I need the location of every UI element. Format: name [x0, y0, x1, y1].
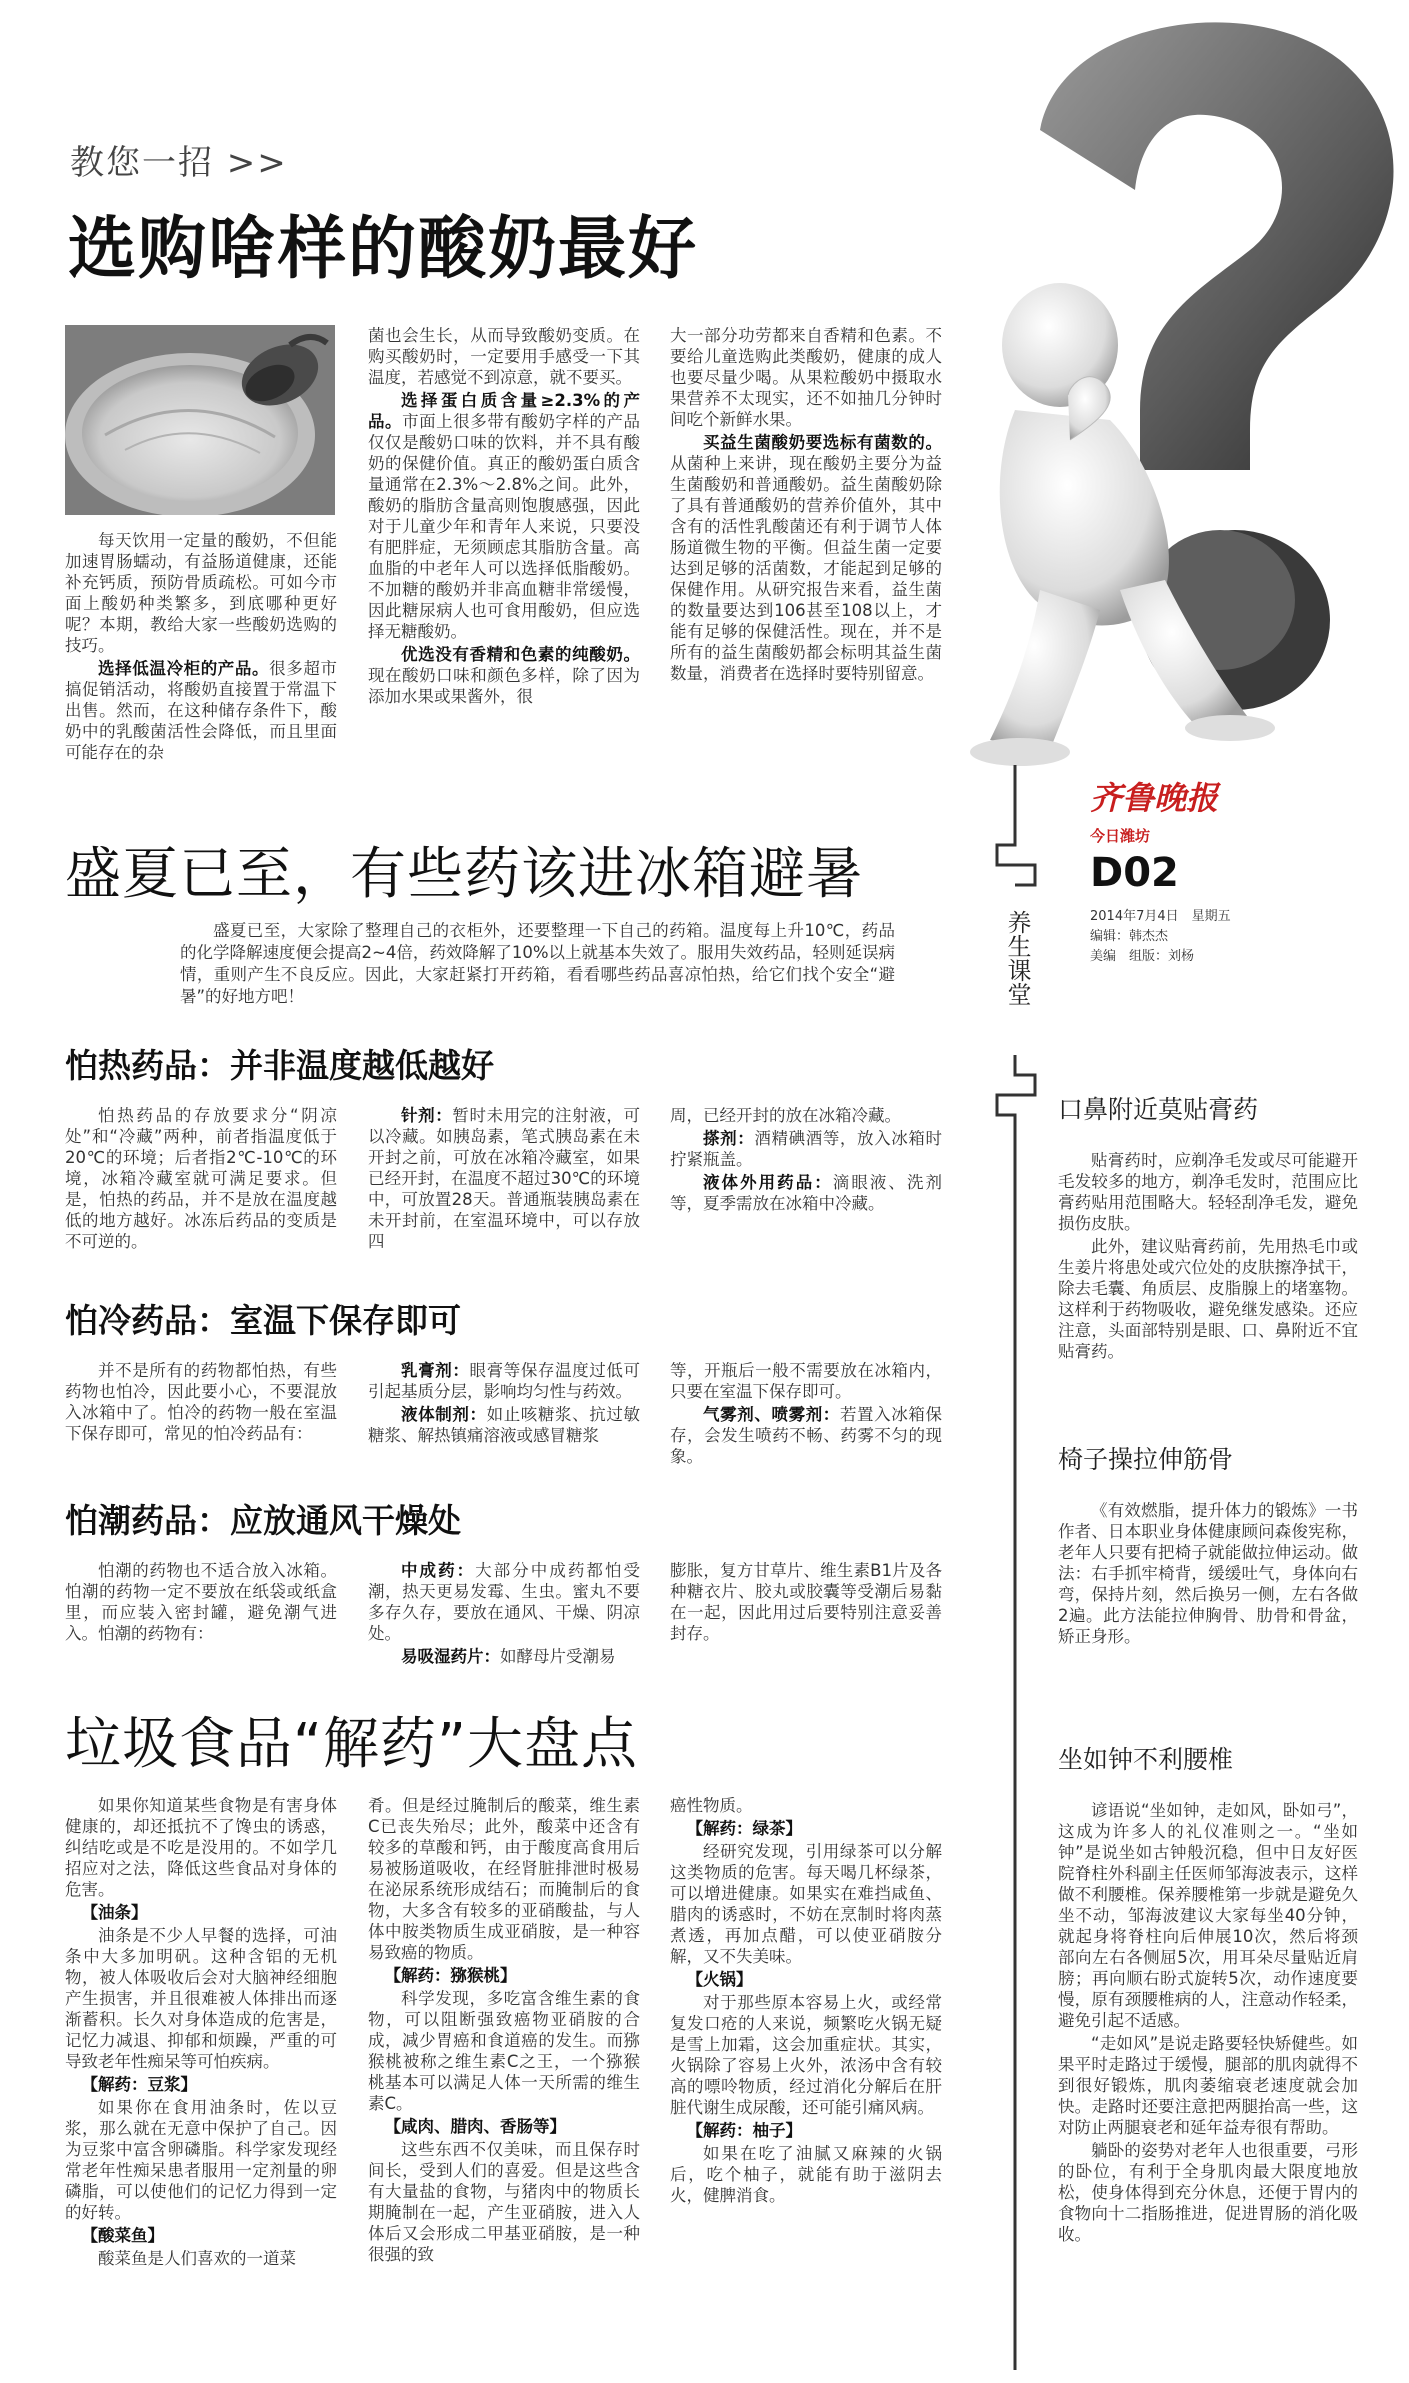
- article2-section3-heading: 怕潮药品：应放通风干燥处: [65, 1501, 461, 1540]
- paragraph: [368, 644, 640, 707]
- article2-lede: 盛夏已至，大家除了整理自己的衣柜外，还要整理一下自己的药箱。温度每上升10℃，药品的化学降解速度便会提高2~4倍，药效降解了10%以上就基本失效了。服用失效药品，轻则延误病情，重则产生不良反应。因此，大家赶紧打开药箱，看看哪些药品喜凉怕热，给它们找个安全“避暑”的好地方吧！: [180, 921, 895, 1006]
- paragraph-lead: 【解药：绿茶】: [686, 1819, 802, 1838]
- paragraph: [368, 325, 640, 388]
- paper-name-logo: 齐鲁晚报: [1090, 779, 1219, 817]
- paragraph: [670, 1841, 942, 1967]
- sidebar-paragraph: 谚语说“坐如钟，走如风，卧如弓”，这成为许多人的礼仪准则之一。“坐如钟”是说坐如古钟般沉稳，但中日友好医院脊柱外科副主任医师邹海波表示，这样做不利腰椎。保养腰椎第一步就是避免久坐不动，邹海波建议大家每坐40分钟，就起身将脊柱向后伸展10次，然后将颈部向左右各侧屈5次，用耳朵尽量贴近肩膀；再向顺右盼式旋转5次，动作速度要慢，原有颈腰椎病的人，注意动作轻柔，避免引起不适感。: [1058, 1801, 1358, 2030]
- paragraph: [65, 1560, 337, 1644]
- paragraph-text: 大部分中成药都怕受潮，热天更易发霉、生虫。蜜丸不要多存久存，要放在通风、干燥、阴凉处。: [368, 1561, 641, 1643]
- paragraph: [368, 1795, 640, 1963]
- paragraph-lead: 【解药：豆浆】: [81, 2075, 197, 2094]
- paragraph: [670, 1992, 942, 2118]
- paragraph-lead: 易吸湿药片：: [401, 1647, 500, 1666]
- paragraph: [368, 1105, 640, 1252]
- sidebar-paragraph: 贴膏药时，应剃净毛发或尽可能避开毛发较多的地方，剃净毛发时，范围应比膏药贴用范围略大。轻轻刮净毛发，避免损伤皮肤。: [1058, 1151, 1358, 1233]
- article2-title: 盛夏已至，有些药该进冰箱避暑: [65, 842, 863, 907]
- paragraph: [670, 1360, 942, 1402]
- article3-col3: [670, 1795, 942, 2208]
- paragraph-text: 对于那些原本容易上火，或经常复发口疮的人来说，频繁吃火锅无疑是雪上加霜，这会加重症状。其实，火锅除了容易上火外，浓汤中含有较高的嘌呤物质，经过消化分解后在肝脏代谢生成尿酸，还可能引痛风病。: [670, 1993, 942, 2117]
- paragraph-lead: 【酸菜鱼】: [81, 2226, 164, 2245]
- sidebar-paragraph: 《有效燃脂，提升体力的锻炼》一书作者、日本职业身体健康顾问森俊宪称，老年人只要有把椅子就能做拉伸运动。做法：右手抓牢椅背，缓缓吐气，身体向右弯，保持片刻，然后换另一侧，左右各做2遍。此方法能拉伸胸骨、肋骨和骨盆，矫正身形。: [1058, 1501, 1358, 1646]
- sidebar3-title: 坐如钟不利腰椎: [1058, 1745, 1234, 1774]
- paragraph: [670, 1795, 942, 1816]
- paragraph-text: 很多超市搞促销活动，将酸奶直接置于常温下出售。然而，在这种储存条件下，酸奶中的乳酸菌活性会降低，而且里面可能存在的杂: [65, 659, 338, 762]
- paragraph-text: 等，开瓶后一般不需要放在冰箱内，只要在室温下保存即可。: [670, 1361, 942, 1401]
- issue-date: 2014年7月4日 星期五: [1090, 909, 1231, 924]
- paragraph-lead: 选择低温冷柜的产品。: [98, 659, 270, 678]
- article3-col1: [65, 1795, 337, 2271]
- yogurt-photo: [65, 325, 335, 515]
- article2-s2-col2: [368, 1360, 640, 1448]
- paragraph-text: 若置入冰箱保存，会发生喷药不畅、药雾不匀的现象。: [670, 1405, 943, 1466]
- sidebar-paragraph: 躺卧的姿势对老年人也很重要，弓形的卧位，有利于全身肌肉最大限度地放松，使身体得到充分休息，还便于胃内的食物向十二指肠推进，促进胃肠的消化吸收。: [1058, 2141, 1358, 2244]
- article2-s1-col3: [670, 1105, 942, 1216]
- paragraph-text: 从菌种上来讲，现在酸奶主要分为益生菌酸奶和普通酸奶。益生菌酸奶除了具有普通酸奶的营养价值外，其中含有的活性乳酸菌还有利于调节人体肠道微生物的平衡。但益生菌一定要达到足够的活菌数，才能起到足够的保健作用。从研究报告来看，益生菌的数量要达到106甚至108以上，才能有足够的保健活性。现在，并不是所有的益生菌酸奶都会标明其益生菌数量，消费者在选择时要特别留意。: [670, 454, 942, 683]
- paragraph-lead: 搽剂：: [703, 1129, 755, 1148]
- article3-col2: [368, 1795, 640, 2267]
- paragraph-text: 市面上很多带有酸奶字样的产品仅仅是酸奶口味的饮料，并不具有酸奶的保健价值。真正的酸奶蛋白质含量通常在2.3%～2.8%之间。此外，酸奶的脂肪含量高则饱腹感强，因此对于儿童少年和青年人来说，只要没有肥胖症，无须顾虑其脂肪含量。高血脂的中老年人可以选择低脂酸奶。不加糖的酸奶并非高血糖非常缓慢，因此糖尿病人也可食用酸奶，但应选择无糖酸奶。: [368, 412, 641, 641]
- paragraph: [368, 1646, 640, 1667]
- sidebar3-body: [1058, 1800, 1358, 2247]
- paragraph: [65, 2248, 337, 2269]
- paragraph: [65, 1902, 337, 1923]
- article1-col3: [670, 325, 942, 686]
- article1-kicker: 教您一招 >>: [70, 143, 288, 183]
- paragraph: [368, 1560, 640, 1644]
- sidebar-paragraph: 此外，建议贴膏药前，先用热毛巾或生姜片将患处或穴位处的皮肤擦净拭干，除去毛囊、角质层、皮脂腺上的堵塞物。这样利于药物吸收，避免继发感染。还应注意，头面部特别是眼、口、鼻附近不宜贴膏药。: [1058, 1237, 1358, 1361]
- paragraph-text: 周，已经开封的放在冰箱冷藏。: [670, 1106, 901, 1125]
- paragraph: [670, 432, 942, 684]
- paragraph-text: 科学发现，多吃富含维生素的食物，可以阻断强致癌物亚硝胺的合成，减少胃癌和食道癌的发生。而猕猴桃被称之维生素C之王，一个猕猴桃基本可以满足人体一天所需的维生素C。: [368, 1989, 640, 2113]
- paragraph-text: 眼膏等保存温度过低可引起基质分层，影响均匀性与药效。: [368, 1361, 641, 1401]
- paragraph-text: 如果你在食用油条时，佐以豆浆，那么就在无意中保护了自己。因为豆浆中富含卵磷脂。科学家发现经常老年性痴呆患者服用一定剂量的卵磷脂，可以使他们的记忆力得到一定的好转。: [65, 2098, 337, 2222]
- paragraph: [368, 1360, 640, 1402]
- paragraph-lead: 乳膏剂：: [401, 1361, 470, 1380]
- paragraph-text: 酒精碘酒等，放入冰箱时拧紧瓶盖。: [670, 1129, 943, 1169]
- article2-s2-col3: [670, 1360, 942, 1469]
- paragraph: [368, 2139, 640, 2265]
- paragraph-text: 大一部分功劳都来自香精和色素。不要给儿童选购此类酸奶，健康的成人也要尽量少喝。从果粒酸奶中摄取水果营养不太现实，还不如抽几分钟时间吃个新鲜水果。: [670, 326, 942, 429]
- design-credit: 美编 组版：刘杨: [1090, 949, 1195, 964]
- article1-col2: [368, 325, 640, 709]
- paragraph-text: 经研究发现，引用绿茶可以分解这类物质的危害。每天喝几杯绿茶，可以增进健康。如果实在难挡咸鱼、腊肉的诱惑时，不妨在烹制时将肉蒸煮透，再加点醋，可以使亚硝胺分解，又不失美味。: [670, 1842, 942, 1966]
- paragraph: [65, 1925, 337, 2072]
- paragraph: [670, 1105, 942, 1126]
- sidebar1-body: [1058, 1150, 1358, 1364]
- paragraph-text: 怕潮的药物也不适合放入冰箱。怕潮的药物一定不要放在纸袋或纸盒里，而应装入密封罐，避免潮气进入。怕潮的药物有：: [65, 1561, 337, 1643]
- article3-title: 垃圾食品“解药”大盘点: [65, 1712, 639, 1777]
- paragraph-text: 膨胀，复方甘草片、维生素B1片及各种糖衣片、胶丸或胶囊等受潮后易黏在一起，因此用过后要特别注意妥善封存。: [670, 1561, 942, 1643]
- paragraph: [670, 1560, 942, 1644]
- paragraph-text: 癌性物质。: [670, 1796, 753, 1815]
- paragraph: [368, 390, 640, 642]
- thinking-figure-icon: [950, 0, 1409, 770]
- paragraph: [368, 1988, 640, 2114]
- paragraph-lead: 液体外用药品：: [703, 1173, 833, 1192]
- paragraph: [670, 2120, 942, 2141]
- paragraph: [65, 2225, 337, 2246]
- paragraph: [368, 1965, 640, 1986]
- paragraph-text: 酸菜鱼是人们喜欢的一道菜: [98, 2249, 296, 2268]
- article1-col1: [65, 530, 337, 765]
- column-label: 养生课堂: [1003, 910, 1031, 1006]
- article1-title: 选购啥样的酸奶最好: [68, 210, 699, 289]
- paragraph-text: 每天饮用一定量的酸奶，不但能加速胃肠蠕动，有益肠道健康，还能补充钙质，预防骨质疏松。可如今市面上酸奶种类繁多，到底哪种更好呢？本期，教给大家一些酸奶选购的技巧。: [65, 531, 337, 655]
- paragraph: [670, 325, 942, 430]
- paragraph: [670, 1818, 942, 1839]
- paragraph-lead: 【解药：猕猴桃】: [384, 1966, 517, 1985]
- paragraph: [65, 1360, 337, 1444]
- paragraph: [670, 1172, 942, 1214]
- editor-credit: 编辑：韩杰杰: [1090, 929, 1169, 944]
- paragraph: [65, 1105, 337, 1252]
- paragraph-text: 暂时未用完的注射液，可以冷藏。如胰岛素，笔式胰岛素在未开封之前，可放在冰箱冷藏室，如果已经开封，在温度不超过30℃的环境中，可放置28天。普通瓶装胰岛素在未开封前，在室温环境中，可以存放四: [368, 1106, 641, 1251]
- article2-s1-col1: [65, 1105, 337, 1254]
- paragraph-lead: 液体制剂：: [401, 1405, 487, 1424]
- question-mark-figure: [950, 0, 1409, 770]
- paragraph: [65, 658, 337, 763]
- paragraph: [670, 1128, 942, 1170]
- yogurt-bowl-icon: [65, 325, 335, 515]
- paragraph-lead: 【解药：柚子】: [686, 2121, 802, 2140]
- paragraph: [65, 2074, 337, 2095]
- masthead: [985, 765, 1409, 965]
- sidebar2-body: [1058, 1500, 1358, 1649]
- article2-s3-col1: [65, 1560, 337, 1646]
- paragraph-lead: 【火锅】: [686, 1970, 753, 1989]
- paragraph-text: 如酵母片受潮易: [500, 1647, 616, 1666]
- paragraph-text: 现在酸奶口味和颜色多样，除了因为添加水果或果酱外，很: [368, 666, 640, 706]
- paragraph: [670, 1969, 942, 1990]
- article2-section2-heading: 怕冷药品：室温下保存即可: [65, 1301, 461, 1340]
- sidebar1-title: 口鼻附近莫贴膏药: [1058, 1095, 1259, 1124]
- paragraph: [65, 530, 337, 656]
- paragraph-lead: 优选没有香精和色素的纯酸奶。: [401, 645, 640, 664]
- paragraph-text: 这些东西不仅美味，而且保存时间长，受到人们的喜爱。但是这些含有大量盐的食物，与猪肉中的物质长期腌制在一起，产生亚硝胺，进入人体后又会形成二甲基亚硝胺，是一种很强的致: [368, 2140, 640, 2264]
- paragraph-lead: 买益生菌酸奶要选标有菌数的。: [703, 433, 942, 452]
- paragraph-lead: 针剂：: [401, 1106, 453, 1125]
- article2-s3-col3: [670, 1560, 942, 1646]
- paragraph: [670, 2143, 942, 2206]
- sidebar-paragraph: “走如风”是说走路要轻快矫健些。如果平时走路过于缓慢，腿部的肌肉就得不到很好锻炼，肌肉萎缩衰老速度就会加快。走路时还要注意把两腿抬高一些，这对防止两腿衰老和延年益寿很有帮助。: [1058, 2034, 1358, 2137]
- paragraph-text: 怕热药品的存放要求分“阴凉处”和“冷藏”两种，前者指温度低于20℃的环境；后者指2℃-10℃的环境，冰箱冷藏室就可满足要求。但是，怕热的药品，并不是放在温度越低的地方越好。冰冻后药品的变质是不可逆的。: [65, 1106, 337, 1251]
- article2-s3-col2: [368, 1560, 640, 1669]
- paragraph-text: 菌也会生长，从而导致酸奶变质。在购买酸奶时，一定要用手感受一下其温度，若感觉不到凉意，就不要买。: [368, 326, 640, 387]
- paragraph: [65, 2097, 337, 2223]
- paragraph: [368, 1404, 640, 1446]
- paragraph-lead: 选择蛋白质含量≥2.3%的产品。: [368, 391, 640, 431]
- paragraph-lead: 【油条】: [81, 1903, 148, 1922]
- paragraph-text: 如果在吃了油腻又麻辣的火锅后，吃个柚子，就能有助于滋阴去火，健脾消食。: [670, 2144, 942, 2205]
- paragraph-text: 并不是所有的药物都怕热，有些药物也怕冷，因此要小心，不要混放入冰箱中了。怕冷的药物一般在室温下保存即可，常见的怕冷药品有：: [65, 1361, 337, 1443]
- paragraph-text: 肴。但是经过腌制后的酸菜，维生素C已丧失殆尽；此外，酸菜中还含有较多的草酸和钙，由于酸度高食用后易被肠道吸收，在经肾脏排泄时极易在泌尿系统形成结石；而腌制后的食物，大多含有较多的亚硝酸盐，与人体中胺类物质生成亚硝胺，是一种容易致癌的物质。: [368, 1796, 640, 1962]
- article2-s2-col1: [65, 1360, 337, 1446]
- article2-section1-heading: 怕热药品：并非温度越低越好: [65, 1046, 494, 1085]
- paragraph-lead: 【咸肉、腊肉、香肠等】: [384, 2117, 566, 2136]
- paragraph-text: 如果你知道某些食物是有害身体健康的，却还抵抗不了馋虫的诱惑，纠结吃或是不吃是没用的。不如学几招应对之法，降低这些食品对身体的危害。: [65, 1796, 337, 1899]
- paragraph-text: 油条是不少人早餐的选择，可油条中大多加明矾。这种含铝的无机物，被人体吸收后会对大脑神经细胞产生损害，并且很难被人体排出而逐渐蓄积。长久对身体造成的危害是，记忆力减退、抑郁和烦躁，严重的可导致老年性痴呆等可怕疾病。: [65, 1926, 337, 2071]
- paragraph: [65, 1795, 337, 1900]
- paragraph: [368, 2116, 640, 2137]
- sidebar2-title: 椅子操拉伸筋骨: [1058, 1445, 1234, 1474]
- section-name: 今日潍坊: [1090, 827, 1151, 845]
- paragraph: [670, 1404, 942, 1467]
- article2-s1-col2: [368, 1105, 640, 1254]
- paragraph-lead: 气雾剂、喷雾剂：: [703, 1405, 840, 1424]
- paragraph-text: 滴眼液、洗剂等，夏季需放在冰箱中冷藏。: [670, 1173, 943, 1213]
- paragraph-text: 如止咳糖浆、抗过敏糖浆、解热镇痛溶液或感冒糖浆: [368, 1405, 641, 1445]
- paragraph-lead: 中成药：: [401, 1561, 476, 1580]
- page-number: D02: [1090, 850, 1179, 896]
